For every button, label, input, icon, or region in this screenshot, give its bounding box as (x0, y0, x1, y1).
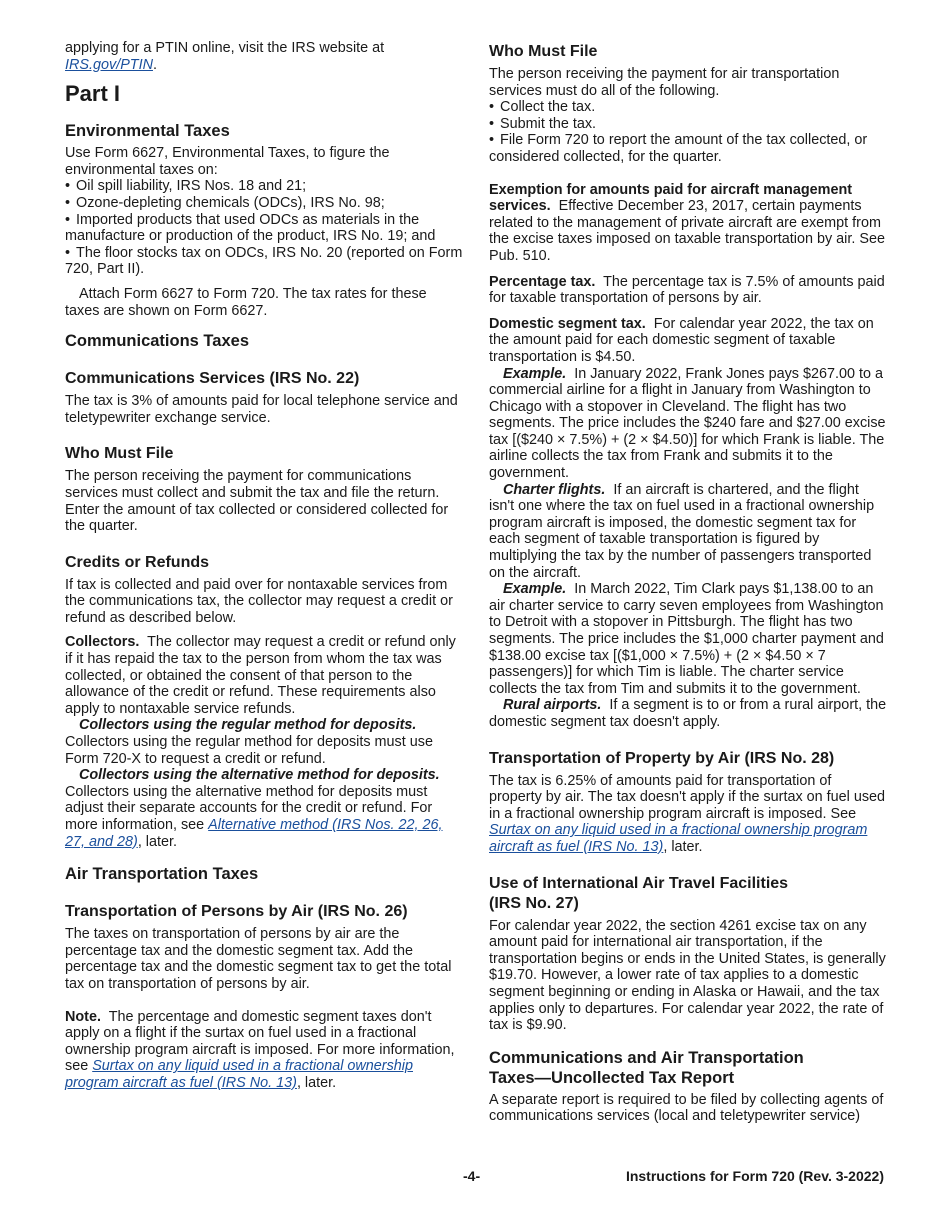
credits-refunds-text: If tax is collected and paid over for nontaxable services from the communications tax, the collector may request a credit or refund as described below. (65, 576, 453, 626)
list-item: • Oil spill liability, IRS Nos. 18 and 21; (65, 178, 463, 195)
note-paragraph: Note. The percentage and domestic segment taxes don't apply on a flight if the surtax on fuel used in a fractional ownership program aircraft is imposed. For more information, see Surtax on any liquid used in a fractional ownership program aircraft as fuel (IRS No. 13), later. (65, 1008, 455, 1091)
example-tim-paragraph: Example. In March 2022, Tim Clark pays $1,138.00 to an air charter service to carry seven employees from Washington to Detroit with a stopover in Pittsburgh. The flight has two segments. The price includes the $1,000 charter payment and $138.00 excise tax [($1,000 × 7.5%) + (2 × $4.50 × 7 passengers)] for which Tim is liable. The charter service collects the tax from Tim and submits it to the government. (489, 581, 884, 697)
surtax-link[interactable]: Surtax on any liquid used in a fractional ownership program aircraft as fuel (IRS No. 13) (65, 1058, 413, 1091)
transportation-persons-text: The taxes on transportation of persons by air are the percentage tax and the domestic segment tax. Add the percentage tax and the domestic segment tax to get the total tax on transportation of persons by air. (65, 926, 452, 992)
list-item: • Ozone-depleting chemicals (ODCs), IRS No. 98; (65, 195, 463, 212)
uncollected-tax-report-heading: Communications and Air Transportation Taxes—Uncollected Tax Report (489, 1048, 804, 1087)
transportation-property-text: The tax is 6.25% of amounts paid for transportation of property by air. The tax doesn't apply if the surtax on fuel used in a fractional ownership program aircraft is imposed. See Surtax on any liquid used in a fractional ownership program aircraft as fuel (IRS No. 13), later. (489, 772, 886, 855)
communications-services-heading: Communications Services (IRS No. 22) (65, 370, 360, 388)
footer-title: Instructions for Form 720 (Rev. 3-2022) (625, 1168, 884, 1184)
list-item: • Submit the tax. (489, 116, 887, 133)
environmental-list (65, 178, 463, 278)
percentage-tax-paragraph: Percentage tax. The percentage tax is 7.5% of amounts paid for taxable transportation of persons by air. (489, 273, 885, 307)
attach-paragraph: Attach Form 6627 to Form 720. The tax rates for these taxes are shown on Form 6627. (65, 285, 427, 319)
intro-paragraph: applying for a PTIN online, visit the IRS website at IRS.gov/PTIN. (65, 40, 385, 73)
who-must-file-text: The person receiving the payment for communications services must collect and submit the tax and file the return. Enter the amount of tax collected or considered collected for the quarter. (65, 468, 449, 535)
surtax-link[interactable]: Surtax on any liquid used in a fractional ownership program aircraft as fuel (IRS No. 13) (489, 822, 868, 855)
charter-flights-paragraph: Charter flights. If an aircraft is chartered, and the flight isn't one where the tax on fuel used in a fractional ownership program aircraft is imposed, the domestic segment tax for each segment of taxable transportation is figured by multiplying the tax by the number of passengers transported on the aircraft. (489, 481, 875, 581)
list-item: • Collect the tax. (489, 99, 887, 116)
air-who-must-file-heading: Who Must File (489, 43, 598, 60)
exemption-paragraph: Exemption for amounts paid for aircraft management services. Effective December 23, 2017, certain payments related to the management of private aircraft are exempt from the excise taxes imposed on taxable transportation by air. See Pub. 510. (489, 181, 885, 264)
domestic-segment-paragraph: Domestic segment tax. For calendar year 2022, the tax on the amount paid for each domestic segment of taxable transportation is $4.50. (489, 315, 874, 365)
international-air-travel-heading: Use of International Air Travel Facilities (IRS No. 27) (489, 874, 789, 912)
uncollected-tax-report-text: A separate report is required to be filed by collecting agents of communications services (local and teletypewriter service) (489, 1091, 884, 1125)
environmental-taxes-heading: Environmental Taxes (65, 122, 230, 141)
right-column (489, 40, 887, 1133)
air-who-must-file-intro: The person receiving the payment for air transportation services must do all of the following. (489, 66, 840, 99)
alternative-method-paragraph: Collectors using the alternative method for deposits. Collectors using the alternative method for deposits must adjust their separate accounts for the credit or refund. For more information, see Alternative method (IRS Nos. 22, 26, 27, and 28), later. (65, 767, 443, 850)
part-heading: Part I (65, 81, 121, 107)
list-item: • File Form 720 to report the amount of the tax collected, or considered collected, for the quarter. (489, 132, 887, 165)
environmental-intro: Use Form 6627, Environmental Taxes, to figure the environmental taxes on: (65, 145, 390, 178)
left-column (65, 40, 463, 1100)
rural-airports-paragraph: Rural airports. If a segment is to or from a rural airport, the domestic segment tax doesn't apply. (489, 697, 887, 730)
international-air-travel-text: For calendar year 2022, the section 4261 excise tax on any amount paid for international air transportation, if the transportation begins or ends in the United States, is generally $19.70. However, a lower rate of tax applies to a domestic segment beginning or ending in Alaska or Hawaii, and the tax applies only to departures. For calendar year 2022, the rate of tax is $9.90. (489, 917, 886, 1034)
transportation-property-heading: Transportation of Property by Air (IRS No. 28) (489, 749, 835, 767)
example-frank-paragraph: Example. In January 2022, Frank Jones pays $267.00 to a commercial airline for a flight in January from Washington to Chicago with a stopover in Cleveland. The flight has two segments. The price includes the $240 fare and $27.00 excise tax [($240 × 7.5%) + (2 × $4.50)] for which Frank is liable. The airline collects the tax from Frank and submits it to the government. (489, 365, 886, 482)
page-number: -4- (463, 1168, 481, 1184)
ptin-link[interactable]: IRS.gov/PTIN (65, 56, 153, 73)
air-who-must-file-list (489, 99, 887, 165)
air-transportation-heading: Air Transportation Taxes (65, 865, 259, 884)
list-item: • Imported products that used ODCs as materials in the manufacture or production of the product, IRS No. 19; and (65, 212, 463, 245)
communications-taxes-heading: Communications Taxes (65, 332, 249, 351)
list-item: • The floor stocks tax on ODCs, IRS No. 20 (reported on Form 720, Part II). (65, 245, 463, 278)
regular-method-paragraph: Collectors using the regular method for deposits. Collectors using the regular method for deposits must use Form 720-X to request a credit or refund. (65, 717, 433, 767)
page-footer (0, 1168, 950, 1188)
alternative-method-link[interactable]: Alternative method (IRS Nos. 22, 26, 27, and 28) (65, 817, 443, 850)
who-must-file-heading: Who Must File (65, 445, 174, 463)
credits-refunds-heading: Credits or Refunds (65, 553, 210, 571)
collectors-paragraph: Collectors. The collector may request a credit or refund only if it has repaid the tax to the person from whom the tax was collected, or obtained the consent of that person to the allowance of the credit or refund. These requirements also apply to nontaxable service refunds. (65, 634, 456, 717)
communications-services-text: The tax is 3% of amounts paid for local telephone service and teletypewriter exchange service. (65, 393, 458, 426)
transportation-persons-heading: Transportation of Persons by Air (IRS No. 26) (65, 903, 408, 921)
